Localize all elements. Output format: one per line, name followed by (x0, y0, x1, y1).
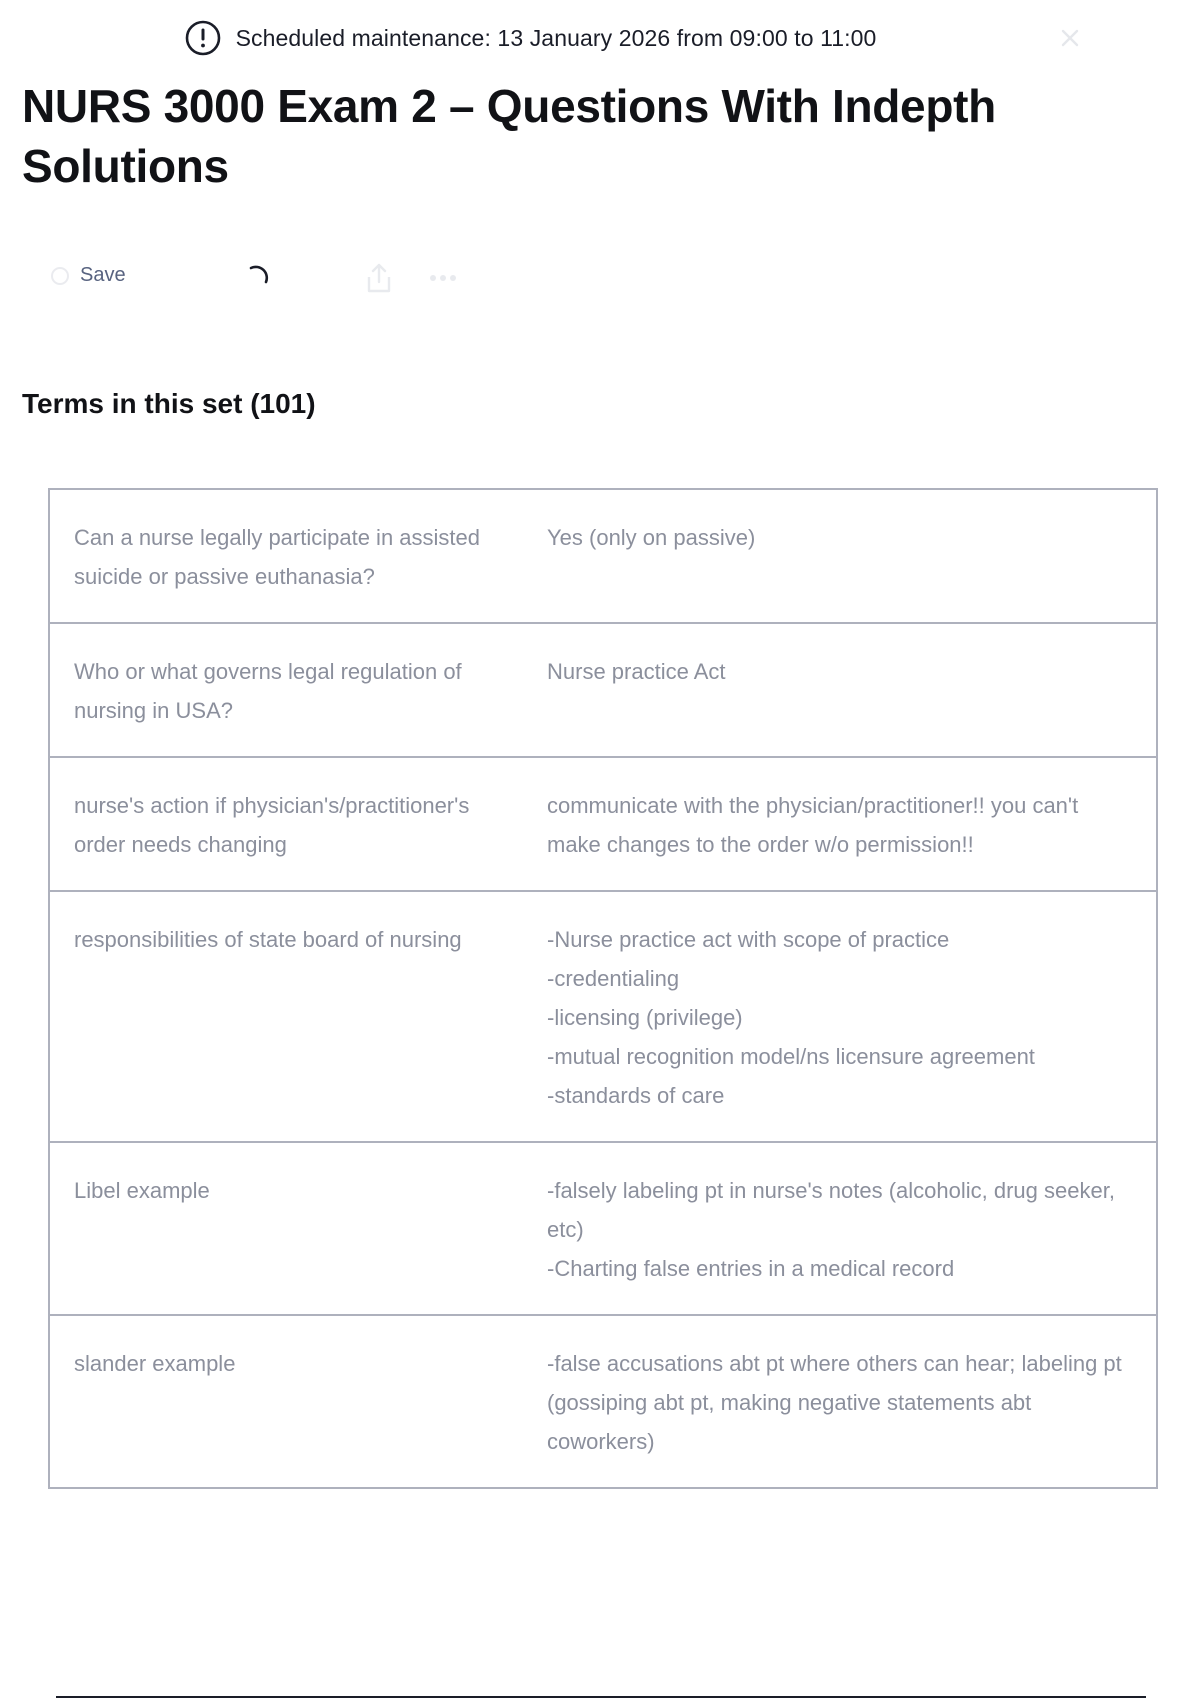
more-options-icon[interactable] (428, 266, 458, 290)
maintenance-banner-content (184, 19, 877, 57)
loading-spinner-icon (242, 262, 274, 294)
term-text: responsibilities of state board of nursing (74, 927, 462, 952)
term-text: Who or what governs legal regulation of nursing in USA? (74, 659, 462, 723)
term-text: slander example (74, 1351, 236, 1376)
terms-list (48, 488, 1158, 1489)
term-row (50, 1316, 1156, 1489)
bookmark-icon (50, 266, 70, 286)
term-row (50, 1143, 1156, 1316)
maintenance-banner (0, 14, 1200, 62)
definition-text: -falsely labeling pt in nurse's notes (alcoholic, drug seeker, etc) -Charting false entries in a medical record (547, 1178, 1115, 1281)
term-row (50, 892, 1156, 1143)
save-button-label: Save (80, 264, 126, 286)
term-text: Can a nurse legally participate in assisted suicide or passive euthanasia? (74, 525, 481, 589)
page-title: NURS 3000 Exam 2 – Questions With Indepth Solutions (22, 80, 996, 192)
definition-text: -false accusations abt pt where others can hear; labeling pt (gossiping abt pt, making negative statements abt coworkers) (547, 1351, 1122, 1454)
definition-text: communicate with the physician/practitioner!! you can't make changes to the order w/o permission!! (547, 793, 1079, 857)
divider (56, 1696, 1146, 1698)
term-row (50, 758, 1156, 892)
definition-text: Yes (only on passive) (547, 525, 756, 550)
term-text: Libel example (74, 1178, 210, 1203)
definition-text: Nurse practice Act (547, 659, 726, 684)
term-text: nurse's action if physician's/practitioner's order needs changing (74, 793, 470, 857)
definition-text: -Nurse practice act with scope of practice -credentialing -licensing (privilege) -mutual recognition model/ns licensure agreement -standards of care (547, 927, 1035, 1108)
maintenance-banner-text: Scheduled maintenance: 13 January 2026 from 09:00 to 11:00 (235, 24, 877, 51)
set-toolbar (50, 262, 550, 298)
term-row (50, 490, 1156, 624)
save-button[interactable] (50, 264, 126, 287)
terms-heading: Terms in this set (101) (22, 388, 316, 419)
close-icon[interactable] (1058, 26, 1082, 50)
share-icon[interactable] (364, 262, 394, 294)
term-row (50, 624, 1156, 758)
exclamation-circle-icon (184, 19, 222, 57)
